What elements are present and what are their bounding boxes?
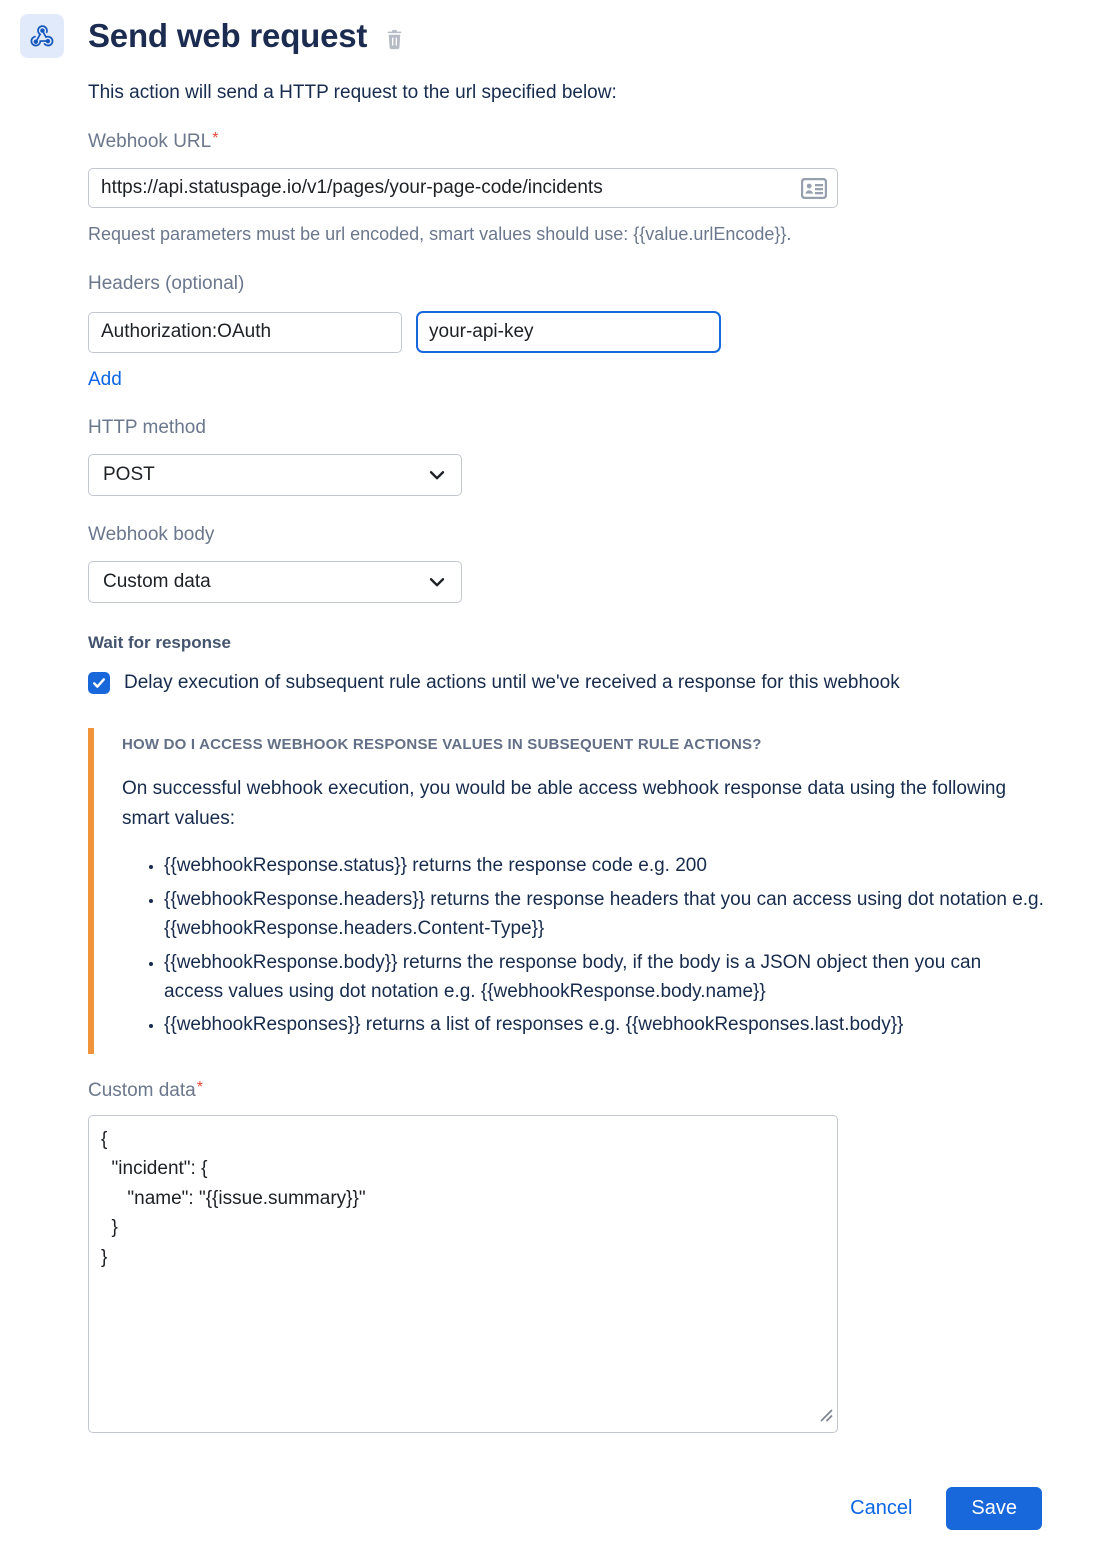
save-button[interactable]: Save <box>946 1487 1042 1530</box>
webhook-body-value: Custom data <box>103 571 211 592</box>
delete-action-button[interactable] <box>383 27 406 52</box>
header-value-input[interactable] <box>416 311 721 353</box>
webhook-body-label: Webhook body <box>88 524 215 545</box>
cancel-button[interactable]: Cancel <box>850 1496 913 1519</box>
list-item: • {{webhookResponses}} returns a list of responses e.g. {{webhookResponses.last.body}} <box>164 1010 1044 1039</box>
http-method-select[interactable] <box>88 454 462 496</box>
list-item: • {{webhookResponse.headers}} returns the response headers that you can access using dot notation e.g. {{webhookResponse.headers.Content-Type}} <box>164 885 1044 944</box>
headers-label: Headers (optional) <box>88 273 245 294</box>
delay-execution-checkbox[interactable] <box>88 672 110 694</box>
chevron-down-icon <box>426 571 448 593</box>
webhook-response-info-panel <box>88 728 1044 1054</box>
header-key-input[interactable] <box>88 312 402 353</box>
required-indicator: * <box>196 1078 203 1096</box>
required-indicator: * <box>212 130 219 147</box>
webhook-url-helper-text: Request parameters must be url encoded, smart values should use: {{value.urlEncode}}. <box>88 224 792 244</box>
page-title: Send web request <box>88 17 368 54</box>
header-row <box>88 311 1044 353</box>
info-panel-heading: HOW DO I ACCESS WEBHOOK RESPONSE VALUES IN SUBSEQUENT RULE ACTIONS? <box>122 736 762 754</box>
chevron-down-icon <box>426 464 448 486</box>
trash-icon <box>383 27 406 52</box>
http-method-value: POST <box>103 464 155 485</box>
info-panel-intro: On successful webhook execution, you would be able access webhook response data using the following smart values: <box>122 778 1007 829</box>
delay-execution-checkbox-label[interactable]: Delay execution of subsequent rule actions until we've received a response for this webhook <box>124 672 900 693</box>
http-method-label: HTTP method <box>88 417 206 438</box>
custom-data-label: Custom data* <box>88 1078 203 1101</box>
checkmark-icon <box>91 675 107 691</box>
form-footer <box>0 1487 1118 1542</box>
webhook-action-icon-container <box>20 14 64 58</box>
custom-data-textarea[interactable] <box>88 1115 838 1433</box>
webhook-icon <box>28 22 56 50</box>
list-item: • {{webhookResponse.body}} returns the response body, if the body is a JSON object then you can access values using dot notation e.g. {{webhookResponse.body.name}} <box>164 948 1044 1007</box>
smart-values-list <box>122 851 1044 1040</box>
textarea-resize-handle[interactable] <box>819 1408 833 1427</box>
panel-header <box>0 0 1118 58</box>
webhook-body-select[interactable] <box>88 561 462 603</box>
webhook-url-label: Webhook URL* <box>88 130 219 152</box>
contact-card-icon <box>801 178 827 199</box>
add-header-link[interactable]: Add <box>88 369 122 390</box>
wait-for-response-label: Wait for response <box>88 633 231 652</box>
action-description: This action will send a HTTP request to the url specified below: <box>88 82 617 103</box>
webhook-url-input[interactable] <box>88 168 838 208</box>
wait-for-response-option <box>88 668 1044 698</box>
smart-values-picker-button[interactable] <box>799 176 829 200</box>
list-item: • {{webhookResponse.status}} returns the response code e.g. 200 <box>164 851 1044 880</box>
